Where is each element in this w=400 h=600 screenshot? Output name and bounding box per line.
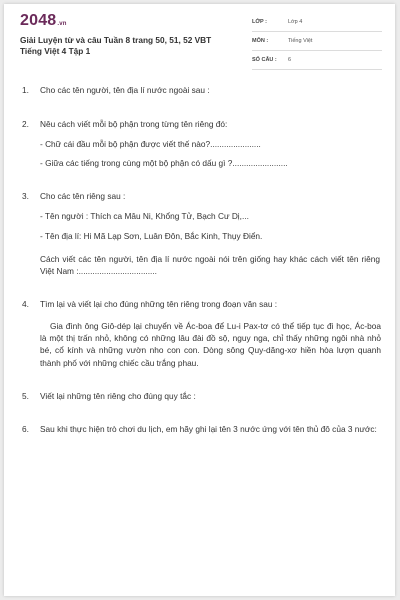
question-text: Tìm lại và viết lại cho đúng những tên riêng trong đoạn văn sau : bbox=[40, 299, 278, 309]
logo[interactable] bbox=[20, 12, 67, 30]
question-number: 6. bbox=[22, 424, 29, 434]
question-number: 2. bbox=[22, 119, 29, 129]
question-number: 5. bbox=[22, 391, 29, 401]
question-number: 3. bbox=[22, 191, 29, 201]
passage-paragraph: Gia đình ông Giô-dép lại chuyển về Ác-boa để Lu-i Pax-tơ có thể tiếp tục đi học, Ác-boa là một thị trấn nhỏ, không có những lâu đài đồ sộ, nguy nga, chỉ thấy những ngôi nhà nhỏ bé, cổ kính và những vườn nho con con. Dòng sông Quy-dăng-xơ hiền hòa lượn quanh thành phố với những chiếc cầu trắng phau. bbox=[40, 321, 381, 368]
document-title: Giải Luyện từ và câu Tuần 8 trang 50, 51, 52 VBT Tiếng Việt 4 Tập 1 bbox=[20, 35, 212, 56]
meta-value: Tiếng Việt bbox=[288, 38, 313, 44]
question-text: Cho các tên người, tên địa lí nước ngoài sau : bbox=[40, 85, 210, 95]
meta-label: LỚP : bbox=[252, 19, 267, 25]
meta-label: SỐ CÂU : bbox=[252, 57, 277, 63]
question-text: Sau khi thực hiện trò chơi du lịch, em hãy ghi lại tên 3 nước ứng với tên thủ đô của 3 nước: bbox=[40, 424, 377, 434]
document-page bbox=[4, 4, 395, 596]
question-number: 1. bbox=[22, 85, 29, 95]
meta-label: MÔN : bbox=[252, 38, 269, 44]
logo-main: 2048 bbox=[20, 12, 57, 29]
question-number: 4. bbox=[22, 299, 29, 309]
question-text: Nêu cách viết mỗi bộ phận trong từng tên riêng đó: bbox=[40, 119, 228, 129]
question-text: Cho các tên riêng sau : bbox=[40, 191, 126, 201]
example-line: - Tên địa lí: Hi Mã Lạp Sơn, Luân Đôn, Bắc Kinh, Thụy Điển. bbox=[40, 231, 263, 241]
meta-row-subject bbox=[252, 35, 382, 51]
meta-row-class bbox=[252, 16, 382, 32]
meta-value: Lớp 4 bbox=[288, 19, 303, 25]
logo-sub: .vn bbox=[57, 21, 67, 27]
question-paragraph: Cách viết các tên người, tên địa lí nước ngoài nói trên giống hay khác cách viết tên riêng Việt Nam :.................................. bbox=[40, 254, 380, 277]
meta-table bbox=[252, 16, 382, 73]
meta-value: 6 bbox=[288, 57, 292, 63]
page-header bbox=[4, 4, 395, 70]
meta-row-count bbox=[252, 54, 382, 70]
answer-line: - Chữ cái đầu mỗi bộ phận được viết thế nào?...................... bbox=[40, 139, 261, 149]
question-text: Viết lại những tên riêng cho đúng quy tắc : bbox=[40, 391, 196, 401]
example-line: - Tên người : Thích ca Mâu Ni, Khổng Tử, Bạch Cư Dị,... bbox=[40, 211, 249, 221]
answer-line: - Giữa các tiếng trong cùng một bộ phận có dấu gì ?........................ bbox=[40, 158, 288, 168]
